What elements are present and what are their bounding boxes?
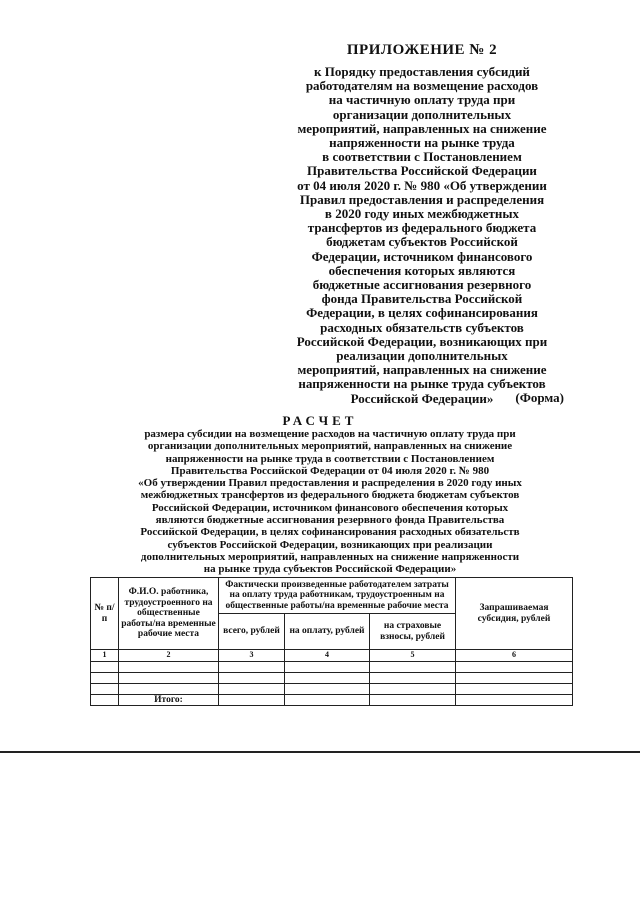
appendix-line: мероприятий, направленных на снижение (297, 120, 547, 136)
appendix-line: бюджетам субъектов Российской (326, 234, 518, 250)
subtitle-line: на рынке труда субъектов Российской Федерации» (203, 563, 457, 576)
appendix-line: обеспечения которых являются (328, 262, 516, 278)
appendix-line: бюджетные ассигнования резервного (312, 277, 532, 293)
appendix-line: Правил предоставления и распределения (299, 191, 545, 207)
table-row (91, 683, 573, 694)
header-fio: Ф.И.О. работника, трудоустроенного на общественные работы/на временные рабочие места (119, 578, 219, 650)
subtitle-line: напряженности на рынке труда в соответствии с Постановлением (165, 452, 495, 465)
header-actual-costs: Фактически произведенные работодателем затраты на оплату труда работникам, трудоустроенным на общественные работы/на временные рабочие места (219, 578, 456, 614)
appendix-line: фонда Правительства Российской (321, 291, 523, 307)
subtitle-line: Правительства Российской Федерации от 04 июля 2020 г. № 980 (170, 464, 490, 477)
subtitle-line: размера субсидии на возмещение расходов на частичную оплату труда при (144, 428, 516, 440)
appendix-text (272, 65, 572, 406)
header-insurance: на страховые взносы, рублей (370, 614, 456, 650)
appendix-line: Правительства Российской Федерации (307, 163, 537, 179)
total-label: Итого: (119, 694, 219, 706)
appendix-line: Российской Федерации, возникающих при (296, 333, 548, 349)
appendix-line: напряженности на рынке труда субъектов (298, 376, 546, 392)
calc-subtitle (90, 428, 570, 576)
appendix-line: к Порядку предоставления субсидий (314, 64, 530, 79)
subtitle-line: дополнительных мероприятий, направленных на снижение напряженности (140, 550, 520, 563)
subtitle-line: «Об утверждении Правил предоставления и распределения в 2020 году иных (138, 477, 522, 490)
subtitle-line: являются бюджетные ассигнования резервного фонда Правительства (155, 514, 505, 527)
subtitle-line: организации дополнительных мероприятий, направленных на снижение (147, 440, 513, 453)
appendix-line: от 04 июля 2020 г. № 980 «Об утверждении (297, 177, 547, 193)
table-number-row (91, 650, 573, 662)
appendix-line: в 2020 году иных межбюджетных (324, 206, 520, 222)
header-total: всего, рублей (219, 614, 285, 650)
subtitle-line: межбюджетных трансфертов из федерального бюджета бюджетам субъектов (140, 489, 520, 502)
col-number: 1 (91, 650, 119, 662)
appendix-line: трансфертов из федерального бюджета (307, 220, 537, 236)
appendix-line: на частичную оплату труда при (328, 92, 516, 108)
header-requested-subsidy: Запрашиваемая субсидия, рублей (456, 578, 573, 650)
calc-title: РАСЧЕТ (282, 413, 358, 428)
col-number: 5 (370, 650, 456, 662)
header-num: № п/п (91, 578, 119, 650)
appendix-header (272, 42, 572, 406)
table-header-row (91, 578, 573, 614)
subtitle-line: субъектов Российской Федерации, возникающих при реализации (167, 538, 493, 551)
col-number: 4 (285, 650, 370, 662)
appendix-line: расходных обязательств субъектов (320, 319, 524, 335)
appendix-line: работодателям на возмещение расходов (305, 78, 539, 94)
subtitle-line: Российской Федерации, источником финансового обеспечения которых (151, 501, 509, 514)
table-total-row (91, 694, 573, 706)
header-pay: на оплату, рублей (285, 614, 370, 650)
appendix-line: напряженности на рынке труда (329, 135, 515, 151)
appendix-line: реализации дополнительных (336, 348, 508, 364)
page-divider (0, 751, 640, 753)
appendix-line: Федерации, источником финансового (311, 248, 533, 264)
col-number: 2 (119, 650, 219, 662)
col-number: 3 (219, 650, 285, 662)
calc-table (90, 577, 573, 706)
subtitle-line: Российской Федерации, в целях софинансирования расходных обязательств (140, 526, 520, 539)
appendix-line: организации дополнительных (332, 106, 512, 122)
form-label: (Форма) (515, 390, 564, 405)
appendix-line: в соответствии с Постановлением (322, 149, 522, 165)
col-number: 6 (456, 650, 573, 662)
appendix-title: ПРИЛОЖЕНИЕ № 2 (346, 42, 498, 58)
appendix-line: мероприятий, направленных на снижение (297, 362, 547, 378)
table-row (91, 661, 573, 672)
appendix-line: Российской Федерации» (350, 390, 494, 406)
table-row (91, 672, 573, 683)
appendix-line: Федерации, в целях софинансирования (306, 305, 538, 321)
